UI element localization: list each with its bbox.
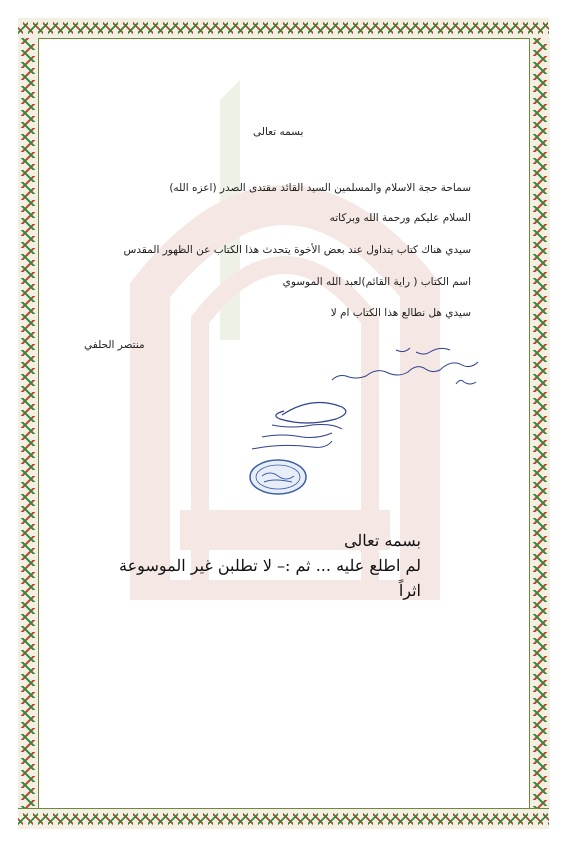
handwritten-signature	[242, 395, 372, 457]
letter-line-5: سيدي هل نطالع هذا الكتاب ام لا	[330, 307, 471, 319]
reply-title: بسمه تعالى	[344, 531, 421, 550]
reply-line-1: لم اطلع عليه ... ثم :– لا تطلبن غير الموسوعة	[119, 556, 421, 575]
letter-title: بسمه تعالى	[253, 126, 304, 138]
letter-line-2: السلام عليكم ورحمة الله وبركاته	[329, 212, 471, 224]
letter-signer: منتصر الحلفي	[84, 339, 145, 351]
decorative-border-top	[18, 18, 549, 39]
handwritten-reply-scribble	[300, 342, 485, 402]
mosque-watermark	[120, 40, 450, 600]
decorative-border-left	[18, 38, 39, 808]
reply-line-2: اثراً	[398, 581, 421, 600]
letter-line-3: سيدي هناك كتاب يتداول عند بعض الأخوة يتحدث هذا الكتاب عن الظهور المقدس	[123, 244, 471, 256]
decorative-border-right	[529, 38, 550, 808]
decorative-border-bottom	[18, 808, 549, 829]
official-seal	[248, 458, 308, 496]
letter-line-4: اسم الكتاب ( راية القائم)لعبد الله الموسوي	[282, 276, 471, 288]
letter-line-1: سماحة حجة الاسلام والمسلمين السيد القائد مقتدى الصدر (اعزه الله)	[169, 182, 471, 194]
